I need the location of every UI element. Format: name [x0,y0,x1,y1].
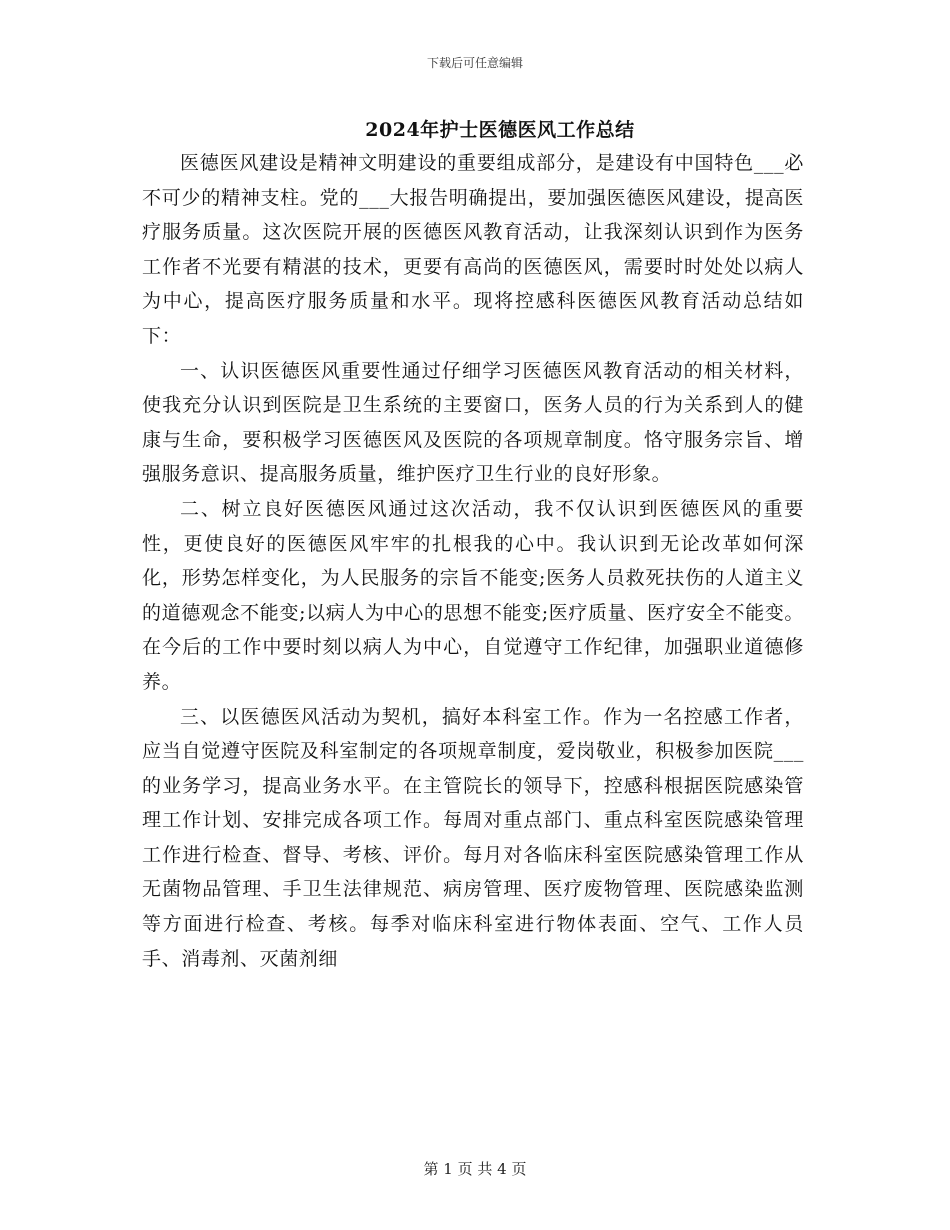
document-title: 2024年护士医德医风工作总结 [365,119,635,141]
paragraph-section-3: 三、以医德医风活动为契机，搞好本科室工作。作为一名控感工作者，应当自觉遵守医院及科室制定的各项规章制度，爱岗敬业，积极参加医院___的业务学习，提高业务水平。在主管院长的领导下，控感科根据医院感染管理工作计划、安排完成各项工作。每周对重点部门、重点科室医院感染管理工作进行检查、督导、考核、评价。每月对各临床科室医院感染管理工作从无菌物品管理、手卫生法律规范、病房管理、医疗废物管理、医院感染监测等方面进行检查、考核。每季对临床科室进行物体表面、空气、工作人员手、消毒剂、灭菌剂细 [142,705,804,970]
page-number-footer: 第 1 页 共 4 页 [423,1160,527,1178]
page-header-note: 下载后可任意编辑 [426,56,523,70]
paragraph-section-2: 二、树立良好医德医风通过这次活动，我不仅认识到医德医风的重要性，更使良好的医德医风牢牢的扎根我的心中。我认识到无论改革如何深化，形势怎样变化，为人民服务的宗旨不能变;医务人员救死扶伤的人道主义的道德观念不能变;以病人为中心的思想不能变;医疗质量、医疗安全不能变。在今后的工作中要时刻以病人为中心，自觉遵守工作纪律，加强职业道德修养。 [142,497,804,693]
paragraph-section-1: 一、认识医德医风重要性通过仔细学习医德医风教育活动的相关材料，使我充分认识到医院是卫生系统的主要窗口，医务人员的行为关系到人的健康与生命，要积极学习医德医风及医院的各项规章制度。恪守服务宗旨、增强服务意识、提高服务质量，维护医疗卫生行业的良好形象。 [142,359,804,486]
paragraph-intro: 医德医风建设是精神文明建设的重要组成部分，是建设有中国特色___必不可少的精神支柱。党的___大报告明确提出，要加强医德医风建设，提高医疗服务质量。这次医院开展的医德医风教育活动，让我深刻认识到作为医务工作者不光要有精湛的技术，更要有高尚的医德医风，需要时时处处以病人为中心，提高医疗服务质量和水平。现将控感科医德医风教育活动总结如下： [142,152,804,347]
document-body [142,146,804,976]
